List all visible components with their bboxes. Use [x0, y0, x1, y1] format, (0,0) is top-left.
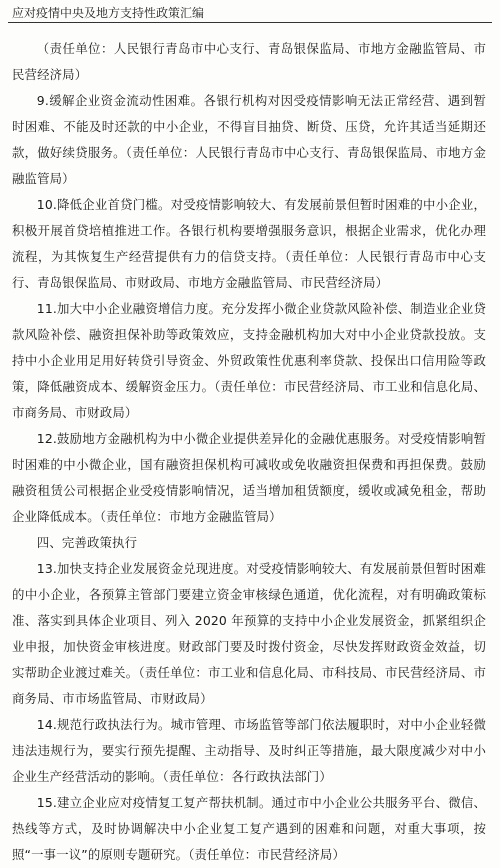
paragraph-responsible-units-8: （责任单位：人民银行青岛市中心支行、青岛银保监局、市地方金融监管局、市民营经济局） [12, 41, 486, 82]
section-heading-4: 四、完善政策执行 [36, 535, 138, 550]
running-header: 应对疫情中央及地方支持性政策汇编 [12, 6, 205, 20]
paragraph-item-15: 15.建立企业应对疫情复工复产帮扶机制。通过市中小企业公共服务平台、微信、热线等方式，及时协调解决中小企业复工复产遇到的困难和问题，对重大事项，按照“一事一议”的原则专题研究。（责任单位：市民营经济局） [12, 795, 486, 862]
header-rule [8, 22, 492, 23]
paragraph-item-12: 12.鼓励地方金融机构为中小微企业提供差异化的金融优惠服务。对受疫情影响暂时困难的中小微企业，国有融资担保机构可减收或免收融资担保费和再担保费。鼓励融资租赁公司根据企业受疫情影响情况，适当增加租赁额度，缓收或减免租金，帮助企业降低成本。（责任单位：市地方金融监管局） [12, 431, 486, 524]
paragraph-item-11: 11.加大中小企业融资增信力度。充分发挥小微企业贷款风险补偿、制造业企业贷款风险补偿、融资担保补助等政策效应，支持金融机构加大对中小企业贷款投放。支持中小企业用足用好转贷引导资金、外贸政策性优惠利率贷款、投保出口信用险等政策，降低融资成本、缓解资金压力。（责任单位：市民营经济局、市工业和信息化局、市商务局、市财政局） [12, 301, 486, 420]
document-body [12, 36, 486, 868]
paragraph-item-14: 14.规范行政执法行为。城市管理、市场监管等部门依法履职时，对中小企业轻微违法违规行为，要实行预先提醒、主动指导、及时纠正等措施，最大限度减少对中小企业生产经营活动的影响。（责任单位：各行政执法部门） [12, 717, 486, 784]
paragraph-item-9: 9.缓解企业资金流动性困难。各银行机构对因受疫情影响无法正常经营、遇到暂时困难、不能及时还款的中小企业，不得盲目抽贷、断贷、压贷，允许其适当延期还款，做好续贷服务。（责任单位：人民银行青岛市中心支行、青岛银保监局、市地方金融监管局） [12, 93, 486, 186]
paragraph-item-13: 13.加快支持企业发展资金兑现进度。对受疫情影响较大、有发展前景但暂时困难的中小企业，各预算主管部门要建立资金审核绿色通道，优化流程，对有明确政策标准、落实到具体企业项目、列入 2020 年预算的支持中小企业发展资金，抓紧组织企业申报，加快资金审核进度。财政部门要及时拨付资金，尽快发挥财政资金效益，切实帮助企业渡过难关。（责任单位：市工业和信息化局、市科技局、市民营经济局、市商务局、市市场监管局、市财政局） [12, 561, 486, 706]
paragraph-item-10: 10.降低企业首贷门槛。对受疫情影响较大、有发展前景但暂时困难的中小企业，积极开展首贷培植推进工作。各银行机构要增强服务意识，根据企业需求，优化办理流程，为其恢复生产经营提供有力的信贷支持。（责任单位：人民银行青岛市中心支行、青岛银保监局、市财政局、市地方金融监管局、市民营经济局） [12, 197, 486, 290]
